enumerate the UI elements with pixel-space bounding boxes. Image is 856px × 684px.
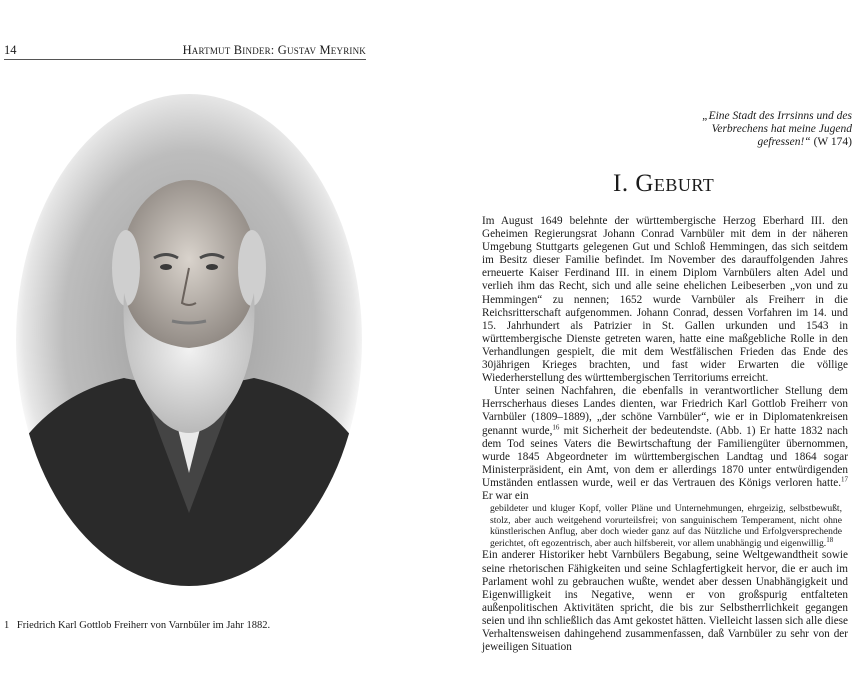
caption-number: 1 [4, 620, 10, 631]
footnote-ref-18: 18 [826, 535, 834, 544]
epigraph-quote: „Eine Stadt des Irrsinns und des Verbrechens hat meine Jugend gefressen!“ [702, 110, 852, 148]
body-text [482, 215, 848, 654]
epigraph-source: (W 174) [813, 136, 852, 148]
portrait-photo [14, 93, 364, 588]
footnote-ref-17: 17 [841, 475, 848, 484]
running-title: Hartmut Binder: Gustav Meyrink [182, 43, 366, 57]
chapter-title: I. Geburt [613, 170, 715, 197]
paragraph-2-part-a: Unter seinen Nachfahren, die ebenfalls in verantwortlicher Stellung dem Herrscherhaus dieses Landes dienten, war Friedrich Karl Gottlob Freiherr von Varnbüler (1809–1889), „der schöne Varnbüler“, wie er in Diplomatenkreisen genannt wurde, [482, 385, 848, 437]
epigraph [662, 110, 852, 149]
caption-text: Friedrich Karl Gottlob Freiherr von Varnbüler im Jahr 1882. [16, 620, 271, 631]
block-quote [490, 503, 842, 549]
figure-caption [4, 620, 384, 631]
paragraph-1: Im August 1649 belehnte der württembergische Herzog Eberhard III. den Geheimen Regierungsrat Johann Conrad Varnbüler mit dem in der näheren Umgebung Stuttgarts gelegenen Gut und Schloß Hemmingen, das sich seitdem im Besitz dieser Familie befindet. Im November des darauffolgenden Jahres erneuerte Kaiser Ferdinand III. in einem Diplom Varnbülers alten Adel und verlieh ihm das Recht, sich und alle seine ehelichen Leibeserben „von und zu Hemmingen“ zu nennen; 1652 wurde Varnbüler als Freiherr in die Reichsritterschaft aufgenommen. Johann Conrad, dessen Vorfahren im 14. und 15. Jahrhundert als Patrizier in St. Gallen urkunden und 1543 in württembergische Dienste getreten waren, hatte eine maßgebliche Rolle in den Verhandlungen gespielt, die mit dem Westfälischen Frieden das Ende des 30jährigen Krieges brachten, und fast wider Erwarten die völlige Wiederherstellung des württembergischen Territoriums erreicht. [482, 215, 848, 385]
paragraph-2-part-c: Er war ein [482, 489, 529, 502]
page-number: 14 [4, 43, 17, 57]
paragraph-2 [482, 385, 848, 503]
right-page [428, 0, 856, 684]
running-header [4, 43, 366, 60]
footnote-ref-16: 16 [552, 422, 560, 431]
paragraph-2-part-b: mit Sicherheit der bedeutendste. (Abb. 1) Er hatte 1832 nach dem Tod seines Vaters die Bewirtschaftung der Familiengüter übernommen, wurde 1845 Abgeordneter im württembergischen Landtag und 1864 sogar Ministerpräsident, ein Amt, von dem er allerdings 1870 unter entwürdigenden Umständen entlassen wurde, weil er das Vertrauen des Königs verloren hatte. [482, 424, 848, 489]
block-quote-text: gebildeter und kluger Kopf, voller Pläne und Unternehmungen, ehrgeizig, selbstbewußt, stolz, aber auch weitgehend vorurteilsfrei; von sanguinischem Temperament, nicht ohne künstlerischen Anflug, aber doch wieder ganz auf das Nützliche und Erfolgversprechende gerichtet, oft egozentrisch, aber auch hilfsbereit, vor allem unabhängig und eigenwillig. [490, 503, 842, 549]
paragraph-3: Ein anderer Historiker hebt Varnbülers Begabung, seine Weltgewandtheit sowie seine rhetorischen Fähigkeiten und seine Schlagfertigkeit hervor, die er auch im Parlament wohl zu gebrauchen wußte, wendet aber dessen Unabhängigkeit und Eigenwilligkeit ins Negative, wenn er von großspurig entfalteten außenpolitischen Aktivitäten spricht, die bis zur Selbstherrlichkeit gegangen seien und ihn schließlich das Amt gekostet hätten. Vielleicht lassen sich alle diese Verhaltensweisen dahingehend zusammenfassen, daß Varnbüler zu sehr von der jeweiligen Situation [482, 549, 848, 654]
